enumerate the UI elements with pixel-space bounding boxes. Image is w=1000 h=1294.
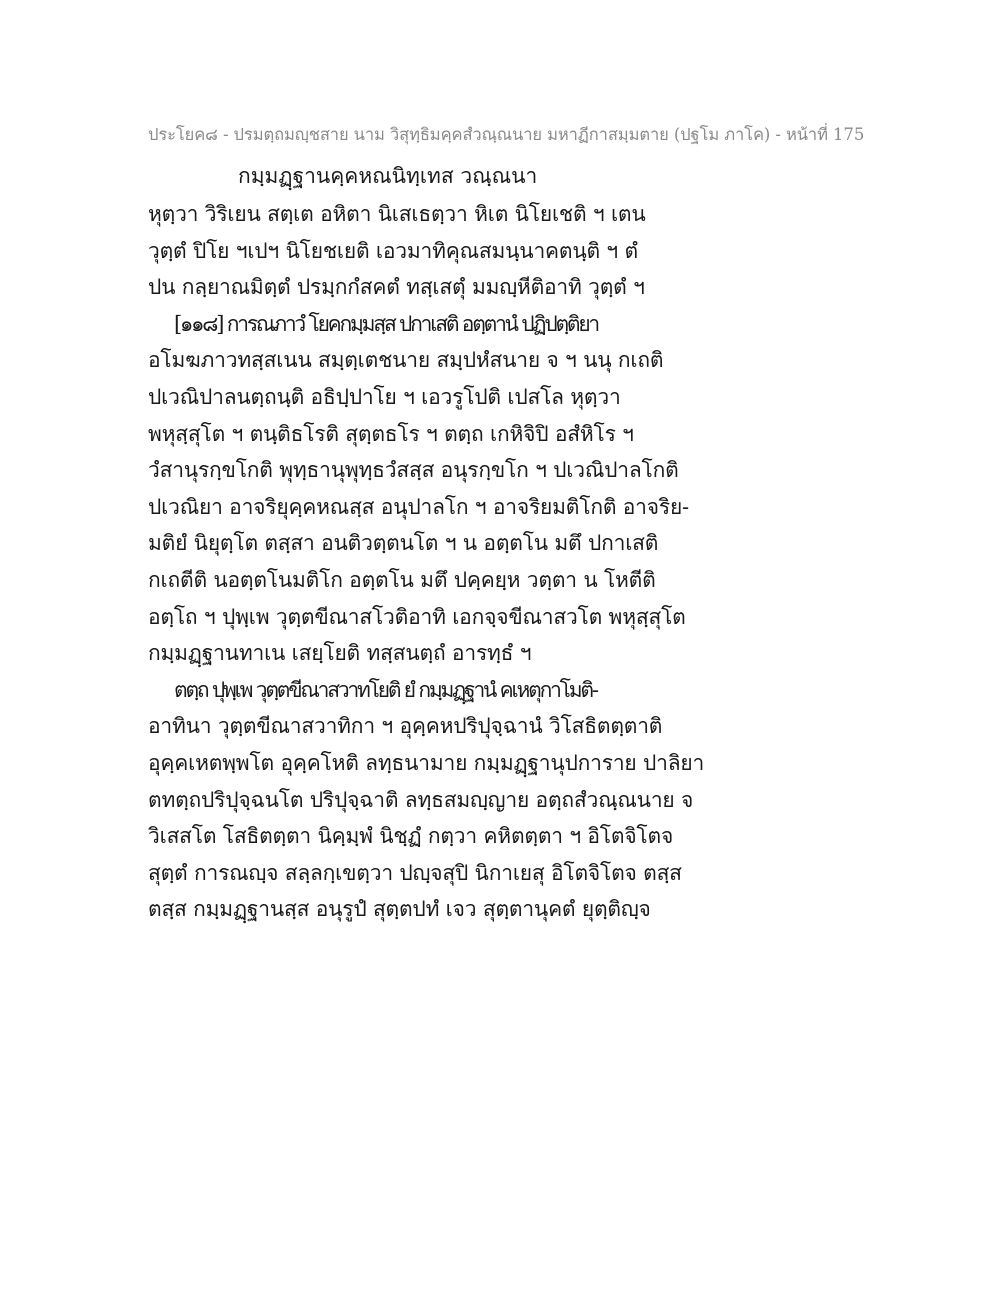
text-line: อโมฆภาวทสฺสเนน สมฺตฺเตชนาย สมฺปหํสนาย จ ฯ นนุ กเถติ <box>148 348 664 373</box>
text-line: วํสานุรกฺขโกติ พุทฺธานุพุทฺธวํสสฺส อนุรกฺขโก ฯ ปเวณิปาลโกติ <box>148 458 679 483</box>
text-line: กมฺมฏฺฐานทาเน เสยฺโยติ ทสฺสนตฺถํ อารทฺธํ ฯ <box>148 641 532 666</box>
text-line: ตสฺส กมฺมฏฺฐานสฺส อนุรูปํ สุตฺตปทํ เจว สุตฺตานุคตํ ยุตฺติญฺจ <box>148 897 651 922</box>
paragraph-start-line: ตตฺถ ปุพฺเพ วุตฺตขีณาสวาทโยติ ยํ กมฺมฏฺฐานํ คเหตุกาโมติ- <box>174 677 597 702</box>
text-line: วุตฺตํ ปิโย ฯเปฯ นิโยชเยติ เอวมาทิคุณสมนฺนาคตนฺติ ฯ ตํ <box>148 238 638 263</box>
text-line: ปเวณิยา อาจริยุคฺคหณสฺส อนุปาลโก ฯ อาจริยมติโกติ อาจริย- <box>148 494 689 519</box>
text-line: อาทินา วุตฺตขีณาสวาทิกา ฯ อุคฺคหปริปุจฺฉานํ วิโสธิตตฺตาติ <box>148 714 663 739</box>
running-header: ประโยค๘ - ปรมตฺถมญฺชสาย นาม วิสุทฺธิมคฺคสํวณฺณนาย มหาฏีกาสมฺมตาย (ปฐโม ภาโค) - หน้าที่ 175 <box>148 125 865 144</box>
text-line: อุคฺคเหตพฺพโต อุคฺคโหติ ลทฺธนามาย กมฺมฏฺฐานุปการาย ปาลิยา <box>148 750 705 775</box>
text-line: สุตฺตํ การณญฺจ สลฺลกฺเขตฺวา ปญฺจสุปิ นิกาเยสุ อิโตจิโตจ ตสฺส <box>148 860 682 885</box>
text-line: ตทตฺถปริปุจฺฉนโต ปริปุจฺฉาติ ลทฺธสมญฺญาย อตฺถสํวณฺณนาย จ <box>148 787 694 812</box>
text-line: ปน กลฺยาณมิตฺตํ ปรมฺกกํสคตํ ทสฺเสตุํ มมญฺหีติอาทิ วุตฺตํ ฯ <box>148 275 645 300</box>
text-line: อตฺโถ ฯ ปุพฺเพ วุตฺตขีณาสโวติอาทิ เอกจฺจขีณาสวโต พหุสฺสุโต <box>148 604 686 629</box>
paragraph-start-line: [๑๑๘] การณภาวํ โยคกมฺมสฺส ปกาเสติ อตฺตานํ ปฏิปตฺติยา <box>174 311 599 336</box>
body-text <box>148 196 868 928</box>
text-line: มติยํ นิยุตฺโต ตสฺสา อนติวตฺตนโต ฯ น อตฺตโน มตึ ปกาเสติ <box>148 531 659 556</box>
text-line: วิเสสโต โสธิตตฺตา นิคฺมฺพํ นิชฺฏํ กตฺวา คหิตตฺตา ฯ อิโตจิโตจ <box>148 824 674 849</box>
section-title: กมฺมฏฺฐานคฺคหณนิทฺเทส วณฺณนา <box>238 164 538 188</box>
text-line: ปเวณิปาลนตฺถนฺติ อธิปฺปาโย ฯ เอวรูโปติ เปสโล หุตฺวา <box>148 384 621 409</box>
text-line: กเถตีติ นอตฺตโนมติโก อตฺตโน มตึ ปคฺคยฺห วตฺตา น โหตีติ <box>148 567 656 592</box>
text-line: พหุสฺสุโต ฯ ตนฺติธโรติ สุตฺตธโร ฯ ตตฺถ เกหิจิปิ อสํหิโร ฯ <box>148 421 634 446</box>
text-line: หุตฺวา วิริเยน สตฺเต อหิตา นิเสเธตฺวา หิเต นิโยเชติ ฯ เตน <box>148 202 646 226</box>
